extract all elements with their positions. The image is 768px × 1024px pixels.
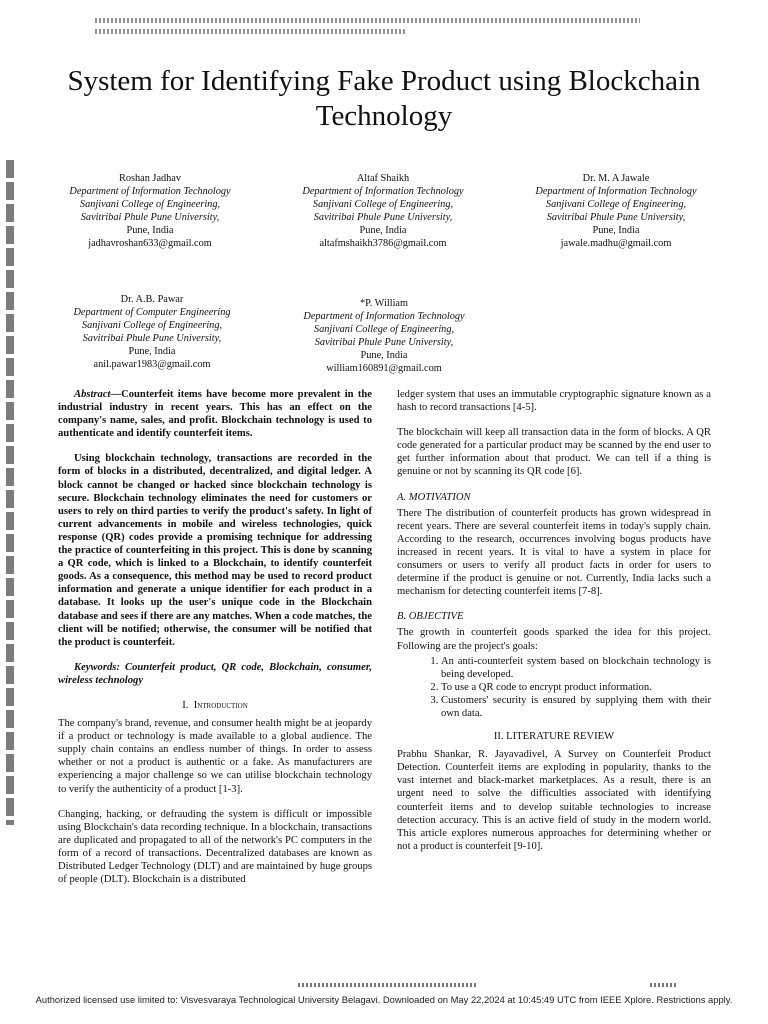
paper-title: System for Identifying Fake Product using Blockchain Technology <box>67 65 701 132</box>
license-footer: Authorized licensed use limited to: Visvesvaraya Technological University Belagavi. Downloaded on May 22,2024 at 10:45:49 UTC from IEEE Xplore. Restrictions apply. <box>35 994 733 1005</box>
list-item: 1. An anti-counterfeit system based on blockchain technology is being developed. <box>441 655 711 681</box>
abstract-label: Abstract— <box>74 389 122 400</box>
section-heading-literature-review: II. LITERATURE REVIEW <box>493 731 615 743</box>
body-paragraph: Changing, hacking, or defrauding the system is difficult or impossible using Blockchain's data recording technique. In a blockchain, transactions are duplicated and propagated to all of the network's PC computers in the form of a record of transactions. Decentralized databases are known as Distributed Ledger Technology (DLT) and are maintained by huge groups of people (DLT). Blockchain is a distributed <box>58 808 372 886</box>
body-paragraph: There The distribution of counterfeit products has grown widespread in recent years. There are several counterfeit items in today's supply chain. According to the research, occurrences involving bogus products have increased in recent years. It is vital to have a system in place for consumers or users to verify all product facts in order for users to determine if the product is genuine or not. Currently, India lacks such a mechanism for detecting counterfeit items [7-8]. <box>397 507 711 598</box>
author-name: Dr. A.B. Pawar <box>120 294 184 305</box>
body-paragraph: Prabhu Shankar, R. Jayavadivel, A Survey on Counterfeit Product Detection. Counterfeit items are exploding in popularity, thanks to the vast internet and black-market marketplaces. As a result, there is an urgent need to solve the difficulties associated with identifying counterfeit items and to develop suitable technologies to increase detection accuracy. This is an active field of study in the modern world. This article explores numerous approaches for determining whether or not a product is counterfeit [9-10]. <box>397 749 711 852</box>
body-paragraph: ledger system that uses an immutable cryptographic signature known as a hash to record transactions [4-5]. <box>397 389 711 414</box>
author-block: Dr. M. A Jawale Department of Information Technology Sanjivani College of Engineering, Savitribai Phule Pune University, Pune, India jawale.madhu@gmail.com <box>501 172 731 250</box>
conference-header <box>95 18 640 40</box>
author-email[interactable]: jawale.madhu@gmail.com <box>560 238 672 249</box>
section-heading-introduction: I. Introduction <box>182 699 248 711</box>
author-email[interactable]: anil.pawar1983@gmail.com <box>93 359 211 370</box>
author-name: Dr. M. A Jawale <box>582 173 650 184</box>
author-email[interactable]: william160891@gmail.com <box>326 363 442 374</box>
subsection-heading-motivation: A. MOTIVATION <box>397 491 471 503</box>
author-email[interactable]: altafmshaikh3786@gmail.com <box>319 238 447 249</box>
side-margin-text <box>6 160 14 825</box>
author-block: Dr. A.B. Pawar Department of Computer Engineering Sanjivani College of Engineering, Savitribai Phule Pune University, Pune, India anil.pawar1983@gmail.com <box>37 293 267 371</box>
list-item: 3. Customers' security is ensured by supplying them with their own data. <box>441 694 711 720</box>
body-paragraph: The blockchain will keep all transaction data in the form of blocks. A QR code generated for a particular product may be scanned by the end user to get further information about that product. We can tell if a thing is genuine or not by scanning its QR code [6]. <box>397 427 711 478</box>
abstract-paragraph: Using blockchain technology, transactions are recorded in the form of blocks in a distributed, decentralized, and digital ledger. A block cannot be changed or hacked since blockchain technology is secure. Blockchain technology eliminates the need for customers or users to rely on third parties to verify the product's safety. In light of current advancements in mobile and wireless technologies, quick response (QR) codes provide a promising technique for addressing the practice of counterfeiting in this project. This is done by scanning a QR code, which is linked to a Blockchain, to identify counterfeit goods. As a consequence, this method may be used to record product information and generate a unique identifier for each product in a database. It looks up the user's unique code in the Blockchain database and sees if there are any matches. When a code matches, the client will be notified; otherwise, the consumer will be notified that the product is counterfeit. <box>58 453 372 648</box>
author-block: Altaf Shaikh Department of Information Technology Sanjivani College of Engineering, Savitribai Phule Pune University, Pune, India altafmshaikh3786@gmail.com <box>268 172 498 250</box>
author-name: Altaf Shaikh <box>356 173 410 184</box>
goals-list <box>397 655 711 720</box>
left-column <box>58 388 372 898</box>
author-block: *P. William Department of Information Technology Sanjivani College of Engineering, Savitribai Phule Pune University, Pune, India william160891@gmail.com <box>269 297 499 375</box>
body-paragraph: The company's brand, revenue, and consumer health might be at jeopardy if a product or technology is made available to a global audience. The supply chain contains an endless number of things. In order to assess whether or not a product is authentic or a fake. As manufacturers are experiencing a major challenge so we can utilise blockchain technology to verify the authenticity of a product [1-3]. <box>58 718 372 795</box>
keywords: Keywords: Counterfeit product, QR code, Blockchain, consumer, wireless technology <box>58 661 373 686</box>
abstract: Abstract—Counterfeit items have become more prevalent in the industrial industry in recent years. This has an effect on the company's name, sales, and profit. Blockchain technology is used to authenticate and identify counterfeit items. Using blockchain technology, transactions are recorded in the form of blocks in a distributed, decentralized, and digital ledger. A block cannot be changed or hacked since blockchain technology is secure. Blockchain technology eliminates the need for customers or users to rely on third parties to verify the product's safety. In light of current advancements in mobile and wireless technologies, quick response (QR) codes provide a promising technique for addressing the practice of counterfeiting in this project. This is done by scanning a QR code, which is linked to a Blockchain, to identify counterfeit goods. As a consequence, this method may be used to record product information and generate a unique identifier for each product in a database. It looks up the user's unique code in the Blockchain database and sees if there are any matches. When a code matches, the client will be notified; otherwise, the consumer will be notified that the product is counterfeit. <box>58 389 372 648</box>
body-paragraph: The growth in counterfeit goods sparked the idea for this project. Following are the project's goals: <box>397 627 711 652</box>
author-email[interactable]: jadhavroshan633@gmail.com <box>88 238 212 249</box>
author-name: Roshan Jadhav <box>118 173 182 184</box>
right-column <box>397 388 711 865</box>
list-item: 2. To use a QR code to encrypt product information. <box>441 681 711 694</box>
author-name: *P. William <box>359 298 409 309</box>
author-block: Roshan Jadhav Department of Information Technology Sanjivani College of Engineering, Savitribai Phule Pune University, Pune, India jadhavroshan633@gmail.com <box>35 172 265 250</box>
subsection-heading-objective: B. OBJECTIVE <box>397 611 464 623</box>
